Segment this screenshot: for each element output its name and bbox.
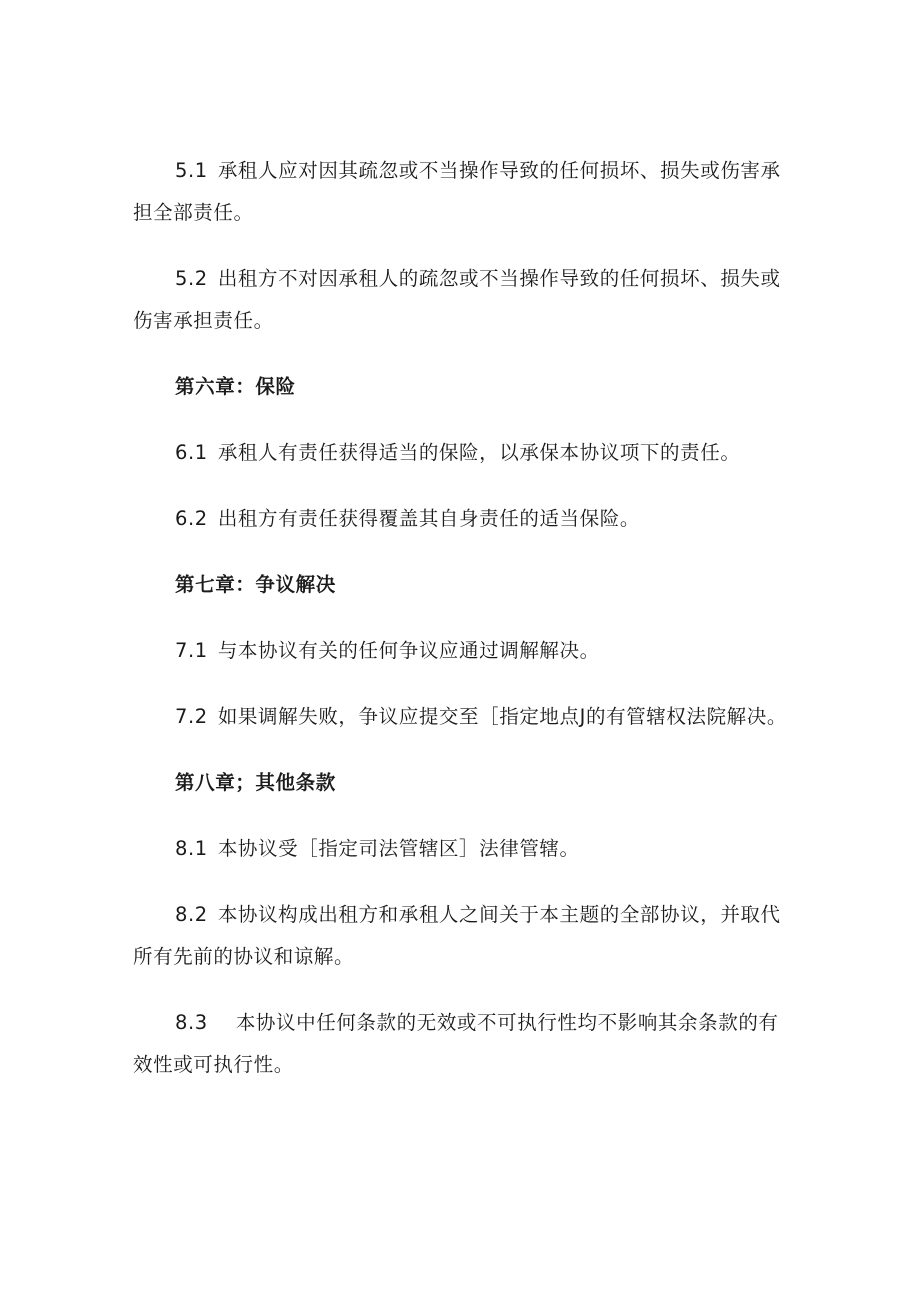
clause-7-2: [133, 696, 793, 738]
clause-text: 出租方有责任获得覆盖其自身责任的适当保险。: [217, 507, 640, 530]
clause-text: 出租方不对因承租人的疏忽或不当操作导致的任何损坏、损失或伤害承担责任。: [133, 267, 781, 332]
clause-number: 8.3: [175, 1011, 208, 1034]
document-body: [133, 150, 793, 1110]
clause-number: 5.1: [175, 159, 208, 182]
chapter-heading-8: 第八章；其他条款: [175, 771, 336, 794]
clause-number: 8.1: [175, 837, 208, 860]
clause-text: 本协议中任何条款的无效或不可执行性均不影响其余条款的有效性或可执行性。: [133, 1011, 779, 1076]
clause-6-2: [133, 498, 793, 540]
clause-8-3: [133, 1002, 793, 1086]
clause-text: 本协议构成出租方和承租人之间关于本主题的全部协议，并取代所有先前的协议和谅解。: [133, 903, 781, 968]
clause-number: 7.2: [175, 705, 208, 728]
clause-text: 承租人有责任获得适当的保险，以承保本协议项下的责任。: [217, 441, 741, 464]
clause-text: 如果调解失败，争议应提交至［指定地点J的有管辖权法院解决。: [217, 705, 787, 728]
clause-number: 6.1: [175, 441, 208, 464]
clause-number: 7.1: [175, 639, 208, 662]
clause-8-1: [133, 828, 793, 870]
clause-6-1: [133, 432, 793, 474]
chapter-heading-6: 第六章：保险: [175, 375, 296, 398]
chapter-heading-7: 第七章：争议解决: [175, 573, 336, 596]
clause-number: 6.2: [175, 507, 208, 530]
clause-5-2: [133, 258, 793, 342]
clause-number: 8.2: [175, 903, 208, 926]
clause-7-1: [133, 630, 793, 672]
clause-8-2: [133, 894, 793, 978]
clause-text: 本协议受［指定司法管辖区］法律管辖。: [217, 837, 580, 860]
clause-text: 承租人应对因其疏忽或不当操作导致的任何损坏、损失或伤害承担全部责任。: [133, 159, 781, 224]
clause-number: 5.2: [175, 267, 208, 290]
clause-text: 与本协议有关的任何争议应通过调解解决。: [217, 639, 600, 662]
clause-5-1: [133, 150, 793, 234]
